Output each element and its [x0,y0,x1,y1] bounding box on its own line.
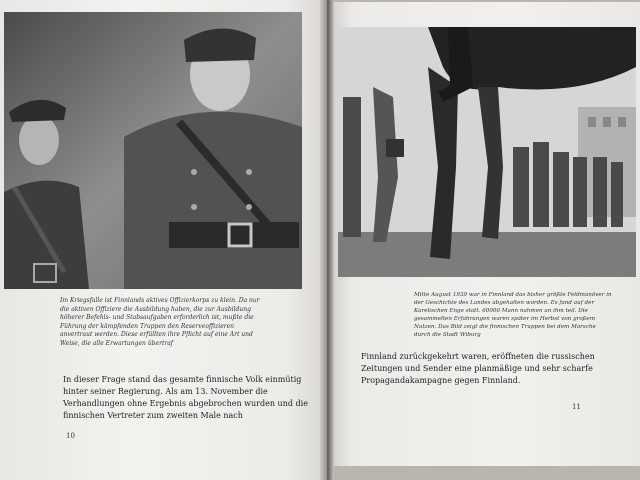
left-page-number: 10 [66,432,75,440]
right-body-text: Finnland zurückgekehrt waren, eröffneten die russischen Zeitungen und Sender eine planmäßige und sehr scharfe Propagandakampagne gegen Finnland. [361,352,595,385]
photo-marching-troops [338,27,636,277]
left-photo-caption: Im Kriegsfalle ist Finnlands aktives Offizierkorps zu klein. Da nur die aktiven Offiziere die Ausbildung haben, die zur Ausbildung höherer Befehls- und Stabsaufgaben erforderlich ist, mußte die Führung der kämpfenden Truppen den Reserveoffizieren anvertraut werden. Diese erfüllten ihre Pflicht auf eine Art und Weise, die alle Erwartungen übertraf [60,297,260,347]
left-body-text: In dieser Frage stand das gesamte finnische Volk einmütig hinter seiner Regierung. Als am 13. November die Verhandlungen ohne Ergebnis abgebrochen wurden und die finnischen Vertreter zum zweiten Male nach [63,375,308,420]
right-photo-caption: Mitte August 1939 war in Finnland das bisher größte Feldmanöver in der Geschichte des Landes abgehalten worden. Es fand auf der Karelischen Enge statt. 60000 Mann nahmen an ihm teil. Die gesammelten Erfahrungen waren später im Herbst von großem Nutzen. Das Bild zeigt die finnischen Truppen bei dem Marsche durch die Stadt Wiburg [414,292,612,338]
photo-officers [4,12,302,289]
book-gutter [320,0,334,480]
right-page-number: 11 [572,403,581,411]
